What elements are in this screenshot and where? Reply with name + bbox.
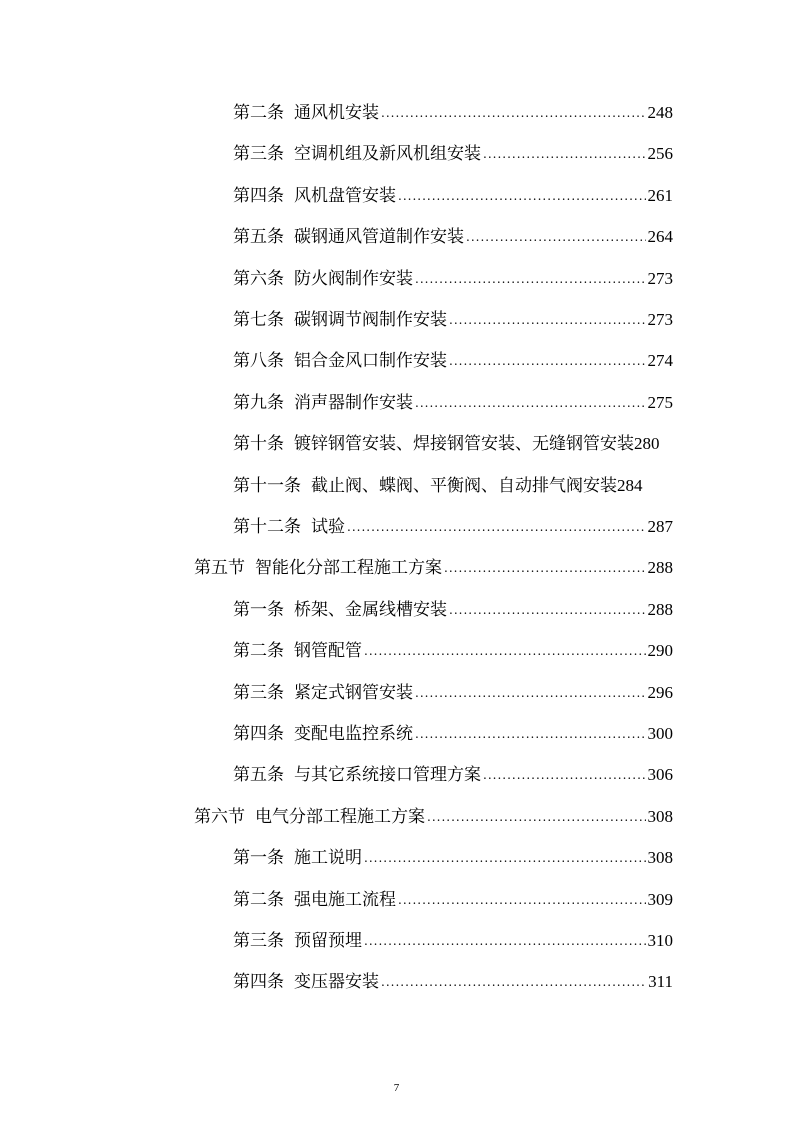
- toc-entry-title: 电气分部工程施工方案: [255, 807, 425, 827]
- toc-article-entry[interactable]: [233, 964, 673, 992]
- toc-entry-page-number: 280: [634, 434, 660, 453]
- toc-entry-number: 第二条: [233, 103, 284, 123]
- toc-article-entry[interactable]: [233, 882, 673, 910]
- toc-article-entry[interactable]: [233, 633, 673, 661]
- toc-dot-leader: [444, 558, 646, 578]
- toc-entry-title: 预留预埋: [294, 931, 362, 951]
- toc-entry-title: 空调机组及新风机组安装: [294, 144, 481, 164]
- toc-entry-number: 第四条: [233, 972, 284, 992]
- toc-entry-number: 第八条: [233, 351, 284, 371]
- toc-article-entry[interactable]: [233, 716, 673, 744]
- toc-article-entry[interactable]: [233, 385, 673, 413]
- toc-entry-title: 强电施工流程: [294, 890, 396, 910]
- toc-entry-number: 第九条: [233, 393, 284, 413]
- toc-dot-leader: [415, 683, 646, 703]
- toc-entry-title: 镀锌钢管安装、焊接钢管安装、无缝钢管安装: [294, 434, 634, 454]
- toc-article-entry[interactable]: [233, 468, 643, 496]
- toc-entry-page-number: 310: [647, 931, 673, 950]
- toc-entry-page-number: 290: [647, 641, 673, 660]
- toc-article-entry[interactable]: [233, 343, 673, 371]
- toc-entry-title: 碳钢调节阀制作安装: [294, 310, 447, 330]
- toc-entry-page-number: 275: [647, 393, 673, 412]
- toc-entry-title: 消声器制作安装: [294, 393, 413, 413]
- toc-entry-number: 第十条: [233, 434, 284, 454]
- toc-entry-title: 截止阀、蝶阀、平衡阀、自动排气阀安装: [311, 476, 617, 496]
- toc-entry-number: 第三条: [233, 683, 284, 703]
- toc-entry-title: 碳钢通风管道制作安装: [294, 227, 464, 247]
- toc-entry-number: 第五节: [194, 558, 245, 578]
- toc-entry-title: 通风机安装: [294, 103, 379, 123]
- toc-entry-page-number: 306: [647, 765, 673, 784]
- toc-dot-leader: [415, 269, 646, 289]
- toc-entry-page-number: 309: [647, 890, 673, 909]
- toc-entry-page-number: 256: [647, 144, 673, 163]
- toc-dot-leader: [449, 351, 646, 371]
- toc-dot-leader: [449, 600, 646, 620]
- toc-entry-number: 第四条: [233, 186, 284, 206]
- toc-article-entry[interactable]: [233, 923, 673, 951]
- toc-entry-number: 第三条: [233, 931, 284, 951]
- toc-dot-leader: [449, 310, 646, 330]
- toc-entry-title: 钢管配管: [294, 641, 362, 661]
- toc-entry-number: 第七条: [233, 310, 284, 330]
- toc-dot-leader: [347, 517, 646, 537]
- toc-entry-number: 第二条: [233, 641, 284, 661]
- toc-dot-leader: [415, 393, 646, 413]
- toc-entry-number: 第五条: [233, 765, 284, 785]
- toc-entry-page-number: 287: [647, 517, 673, 536]
- toc-entry-page-number: 308: [647, 807, 673, 826]
- toc-article-entry[interactable]: [233, 219, 673, 247]
- toc-entry-page-number: 296: [647, 683, 673, 702]
- toc-entry-title: 紧定式钢管安装: [294, 683, 413, 703]
- toc-entry-page-number: 300: [647, 724, 673, 743]
- toc-dot-leader: [483, 765, 646, 785]
- page-number: 7: [393, 1082, 400, 1094]
- toc-entry-title: 风机盘管安装: [294, 186, 396, 206]
- toc-dot-leader: [415, 724, 646, 744]
- toc-dot-leader: [381, 103, 646, 123]
- toc-entry-number: 第四条: [233, 724, 284, 744]
- toc-article-entry[interactable]: [233, 302, 673, 330]
- toc-entry-page-number: 288: [647, 558, 673, 577]
- toc-entry-title: 铝合金风口制作安装: [294, 351, 447, 371]
- toc-entry-number: 第二条: [233, 890, 284, 910]
- toc-dot-leader: [427, 807, 646, 827]
- toc-entry-page-number: 274: [647, 351, 673, 370]
- toc-dot-leader: [398, 186, 646, 206]
- toc-entry-page-number: 311: [648, 972, 673, 991]
- toc-entry-page-number: 264: [647, 227, 673, 246]
- toc-article-entry[interactable]: [233, 675, 673, 703]
- toc-article-entry[interactable]: [233, 509, 673, 537]
- toc-entry-page-number: 288: [647, 600, 673, 619]
- toc-entry-title: 变压器安装: [294, 972, 379, 992]
- toc-dot-leader: [364, 641, 646, 661]
- toc-section-entry[interactable]: [194, 799, 673, 827]
- toc-entry-number: 第三条: [233, 144, 284, 164]
- toc-entry-number: 第十二条: [233, 517, 301, 537]
- toc-entry-title: 试验: [311, 517, 345, 537]
- toc-article-entry[interactable]: [233, 95, 673, 123]
- toc-entry-page-number: 273: [647, 269, 673, 288]
- toc-entry-page-number: 308: [647, 848, 673, 867]
- toc-dot-leader: [364, 848, 646, 868]
- toc-dot-leader: [381, 972, 646, 992]
- toc-entry-number: 第六条: [233, 269, 284, 289]
- toc-article-entry[interactable]: [233, 261, 673, 289]
- toc-dot-leader: [364, 931, 646, 951]
- toc-article-entry[interactable]: [233, 757, 673, 785]
- toc-entry-page-number: 248: [647, 103, 673, 122]
- toc-entry-title: 变配电监控系统: [294, 724, 413, 744]
- toc-entry-page-number: 284: [617, 476, 643, 495]
- toc-entry-page-number: 261: [647, 186, 673, 205]
- toc-article-entry[interactable]: [233, 426, 660, 454]
- toc-entry-number: 第一条: [233, 848, 284, 868]
- toc-entry-number: 第十一条: [233, 476, 301, 496]
- toc-article-entry[interactable]: [233, 592, 673, 620]
- toc-entry-page-number: 273: [647, 310, 673, 329]
- toc-dot-leader: [483, 144, 646, 164]
- toc-entry-number: 第一条: [233, 600, 284, 620]
- toc-section-entry[interactable]: [194, 550, 673, 578]
- toc-article-entry[interactable]: [233, 840, 673, 868]
- toc-article-entry[interactable]: [233, 178, 673, 206]
- toc-entry-title: 施工说明: [294, 848, 362, 868]
- toc-dot-leader: [466, 227, 646, 247]
- toc-article-entry[interactable]: [233, 136, 673, 164]
- toc-entry-title: 防火阀制作安装: [294, 269, 413, 289]
- toc-entry-title: 与其它系统接口管理方案: [294, 765, 481, 785]
- toc-entry-title: 智能化分部工程施工方案: [255, 558, 442, 578]
- toc-entry-number: 第六节: [194, 807, 245, 827]
- toc-entry-number: 第五条: [233, 227, 284, 247]
- toc-dot-leader: [398, 890, 646, 910]
- toc-entry-title: 桥架、金属线槽安装: [294, 600, 447, 620]
